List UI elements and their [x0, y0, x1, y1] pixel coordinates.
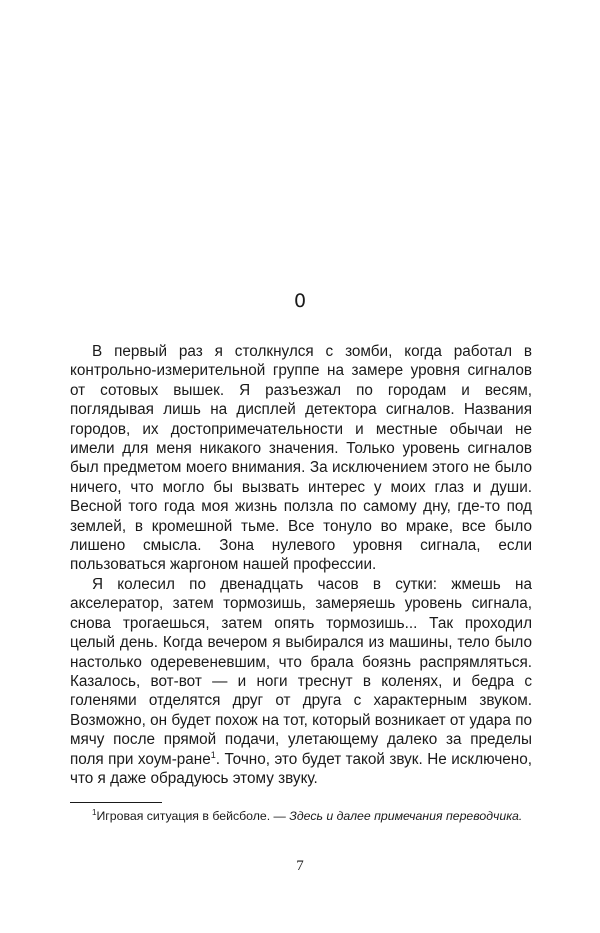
footnote-translator-note: Здесь и далее примечания переводчика. — [289, 809, 523, 823]
page-number: 7 — [296, 858, 304, 874]
chapter-number: 0 — [293, 290, 307, 312]
footnote-text: Игровая ситуация в бейсболе. — — [96, 809, 290, 823]
footnote-divider — [70, 802, 162, 803]
paragraph-2 — [70, 575, 532, 788]
paragraph-1-text: В первый раз я столкнулся с зомби, когда работал в контрольно-измерительной группе на замере уровня сигналов от сотовых вышек. Я разъезжал по городам и весям, поглядывая лишь на дисплей детектора сигналов. Названия городов, их достопримечательности и местные обычаи не имели для меня никакого значения. Только уровень сигналов был предметом моего внимания. За исключением этого не было ничего, что могло бы вызвать интерес у моих глаз и души. Весной того года моя жизнь ползла по самому дну, где-то под землей, в кромешной тьме. Все тонуло во мраке, все было лишено смысла. Зона нулевого уровня сигнала, если пользоваться жаргоном нашей профессии. — [70, 343, 532, 574]
footnote-reference: 1 — [210, 749, 216, 760]
footnote — [70, 807, 532, 825]
paragraph-2-tail: . Точно, это будет такой звук. Не исключено, что я даже обрадуюсь этому звуку. — [70, 750, 533, 787]
body-text — [70, 342, 532, 788]
paragraph-1 — [70, 342, 532, 575]
paragraph-2-text: Я колесил по двенадцать часов в сутки: жмешь на акселератор, затем тормозишь, замеряешь уровень сигнала, снова трогаешься, затем опять тормозишь... Так проходил целый день. Когда вечером я выбирался из машины, тело было настолько одеревеневшим, что брала боязнь распрямляться. Казалось, вот-вот — и ноги треснут в коленях, и бедра с голенями отделятся друг от друга с характерным звуком. Возможно, он будет похож на тот, который возникает от удара по мячу после прямой подачи, улетающему далеко за пределы поля при хоум-ране — [70, 575, 532, 768]
footnote-marker: 1 — [92, 807, 97, 817]
